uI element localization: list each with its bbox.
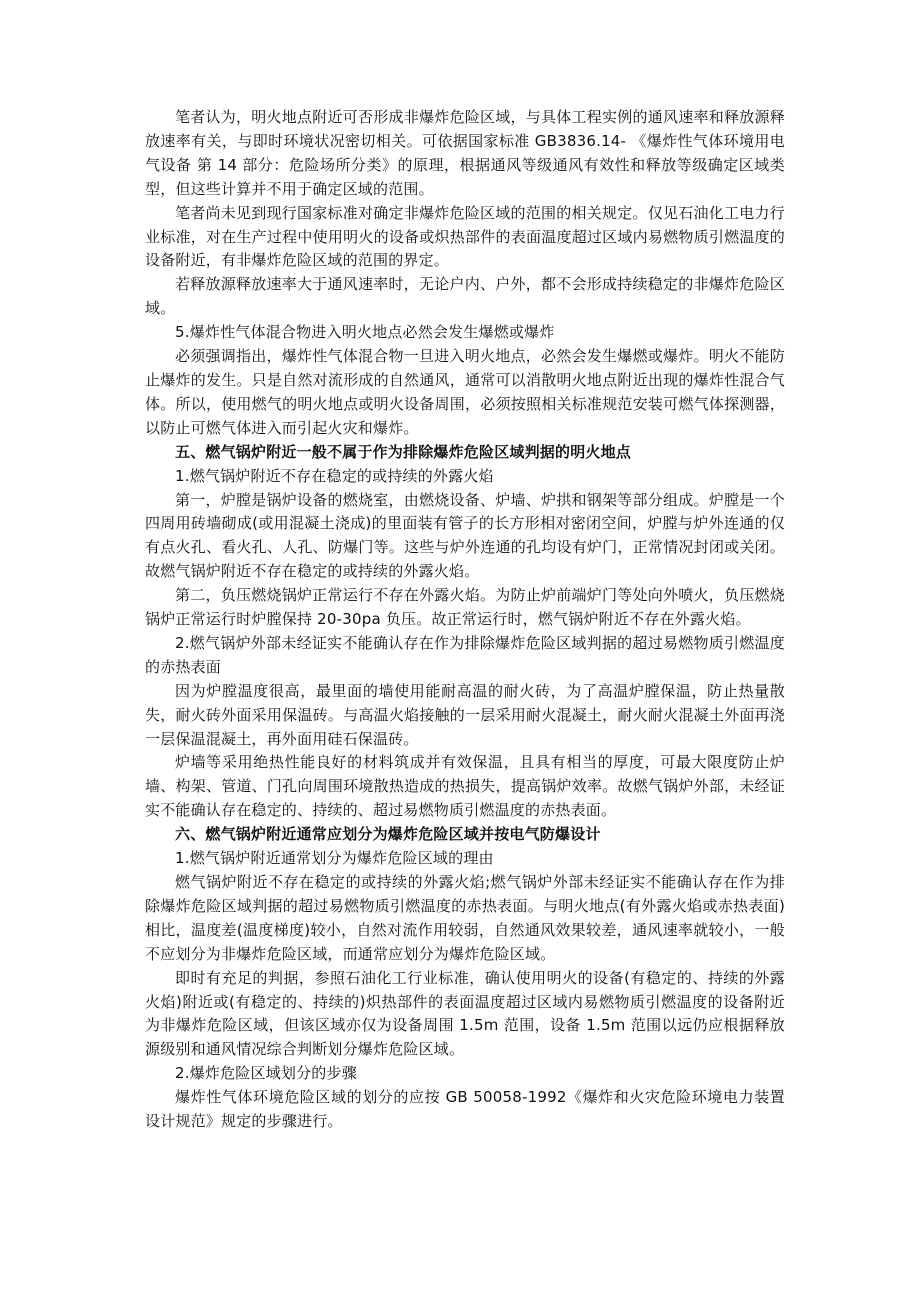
paragraph: 1.燃气锅炉附近不存在稳定的或持续的外露火焰 [175,466,494,485]
paragraph: 5.爆炸性气体混合物进入明火地点必然会发生爆燃或爆炸 [175,323,555,342]
paragraph: 2.爆炸危险区域划分的步骤 [175,1064,357,1083]
paragraph: 第二，负压燃烧锅炉正常运行不存在外露火焰。为防止炉前端炉门等处向外喷火，负压燃烧锅炉正常运行时炉膛保持 20-30pa 负压。故正常运行时，燃气锅炉附近不存在外露火焰。 [145,586,785,629]
paragraph: 爆炸性气体环境危险区域的划分的应按 GB 50058-1992《爆炸和火灾危险环境电力装置设计规范》规定的步骤进行。 [145,1088,785,1131]
paragraph: 1.燃气锅炉附近通常划分为爆炸危险区域的理由 [175,849,494,868]
paragraph: 必须强调指出，爆炸性气体混合物一旦进入明火地点，必然会发生爆燃或爆炸。明火不能防止爆炸的发生。只是自然对流形成的自然通风，通常可以消散明火地点附近出现的爆炸性混合气体。所以，使用燃气的明火地点或明火设备周围，必须按照相关标准规范安装可燃气体探测器，以防止可燃气体进入而引起火灾和爆炸。 [145,347,785,437]
paragraph: 2.燃气锅炉外部未经证实不能确认存在作为排除爆炸危险区域判据的超过易燃物质引燃温度的赤热表面 [145,633,785,676]
paragraph: 若释放源释放速率大于通风速率时，无论户内、户外，都不会形成持续稳定的非爆炸危险区域。 [145,275,785,318]
paragraph: 燃气锅炉附近不存在稳定的或持续的外露火焰;燃气锅炉外部未经证实不能确认存在作为排除爆炸危险区域判据的超过易燃物质引燃温度的赤热表面。与明火地点(有外露火焰或赤热表面)相比，温度差(温度梯度)较小，自然对流作用较弱，自然通风效果较差，通风速率就较小，一般不应划分为非爆炸危险区域，而通常应划分为爆炸危险区域。 [145,873,785,963]
paragraph: 笔者尚未见到现行国家标准对确定非爆炸危险区域的范围的相关规定。仅见石油化工电力行业标准，对在生产过程中使用明火的设备或炽热部件的表面温度超过区域内易燃物质引燃温度的设备附近，有非爆炸危险区域的范围的界定。 [145,203,785,270]
paragraph: 炉墙等采用绝热性能良好的材料筑成并有效保温，且具有相当的厚度，可最大限度防止炉墙、构架、管道、门孔向周围环境散热造成的热损失，提高锅炉效率。故燃气锅炉外部，未经证实不能确认存在稳定的、持续的、超过易燃物质引燃温度的赤热表面。 [145,753,785,820]
paragraph: 即时有充足的判据，参照石油化工行业标准，确认使用明火的设备(有稳定的、持续的外露火焰)附近或(有稳定的、持续的)炽热部件的表面温度超过区域内易燃物质引燃温度的设备附近为非爆炸危险区域，但该区域亦仅为设备周围 1.5m 范围，设备 1.5m 范围以远仍应根据释放源级别和通风情况综合判断划分爆炸危险区域。 [145,968,785,1059]
section-heading: 五、燃气锅炉附近一般不属于作为排除爆炸危险区域判据的明火地点 [175,442,632,461]
section-heading: 六、燃气锅炉附近通常应划分为爆炸危险区域并按电气防爆设计 [175,825,601,844]
paragraph: 第一，炉膛是锅炉设备的燃烧室，由燃烧设备、炉墙、炉拱和钢架等部分组成。炉膛是一个四周用砖墙砌成(或用混凝土浇成)的里面装有管子的长方形相对密闭空间，炉膛与炉外连通的仅有点火孔、看火孔、人孔、防爆门等。这些与炉外连通的孔均设有炉门，正常情况封闭或关闭。故燃气锅炉附近不存在稳定的或持续的外露火焰。 [145,490,785,581]
document-page [145,106,785,1134]
paragraph: 因为炉膛温度很高，最里面的墙使用能耐高温的耐火砖，为了高温炉膛保温，防止热量散失，耐火砖外面采用保温砖。与高温火焰接触的一层采用耐火混凝土，耐火耐火混凝土外面再浇一层保温混凝土，再外面用硅石保温砖。 [145,681,785,748]
paragraph: 笔者认为，明火地点附近可否形成非爆炸危险区域，与具体工程实例的通风速率和释放源释放速率有关，与即时环境状况密切相关。可依据国家标准 GB3836.14- 《爆炸性气体环境用电气设备 第 14 部分：危险场所分类》的原理，根据通风等级通风有效性和释放等级确定区域类型，但这些计算并不用于确定区域的范围。 [145,108,785,198]
